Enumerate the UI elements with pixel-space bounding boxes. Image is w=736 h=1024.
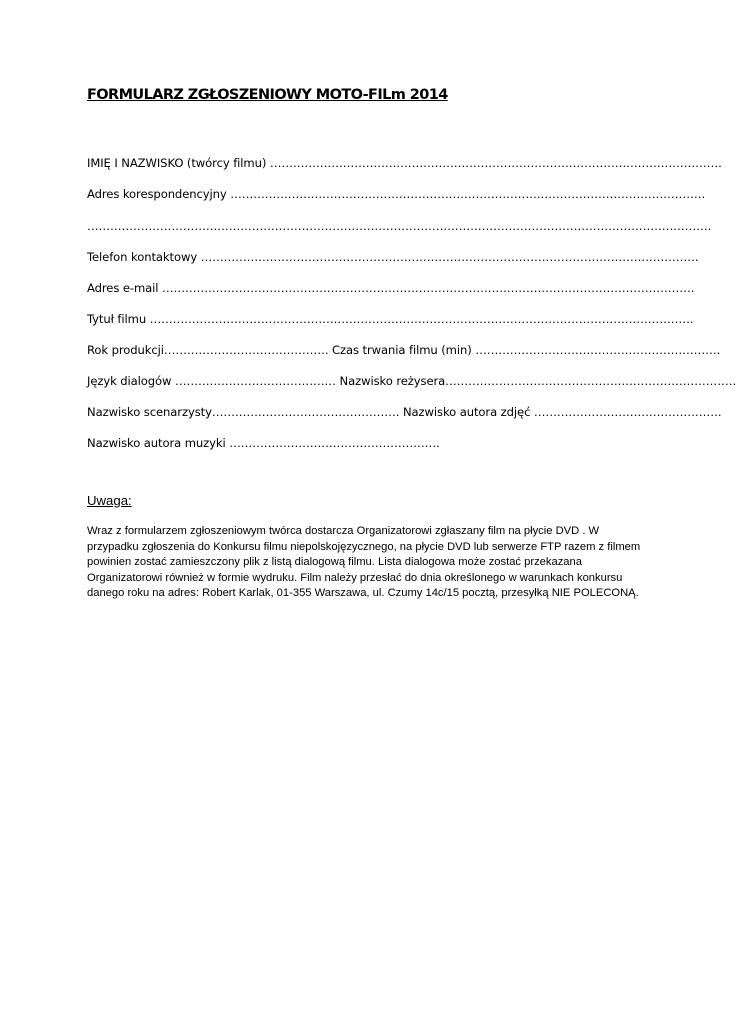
email-field-label: Adres e-mail ………………………………………………………………………………………………………………………….	[87, 281, 695, 295]
address-continuation-field	[87, 219, 712, 233]
email-field	[87, 281, 695, 295]
cinematographer-field: Nazwisko autora zdjęć ………………………………………….	[402, 405, 722, 419]
dialogue-language-field: Język dialogów ……………………………………	[87, 374, 336, 388]
name-field	[87, 156, 722, 170]
composer-field-label: Nazwisko autora muzyki ……………………………………………….	[87, 436, 440, 450]
address-field-label: Adres korespondencyjny …………………………………………………………………………………………………………….	[87, 187, 706, 201]
film-title-field-label: Tytuł filmu …………………………………………………………………………………………………………………………….	[87, 312, 694, 326]
note-heading: Uwaga:	[87, 493, 132, 508]
director-field: Nazwisko reżysera………………………………………………………………….	[339, 374, 736, 388]
year-duration-row	[87, 343, 721, 357]
screenwriter-cinematographer-row	[87, 405, 722, 419]
language-director-row	[87, 374, 736, 388]
composer-field	[87, 436, 649, 450]
duration-field: Czas trwania filmu (min) ……………………………………………………….	[332, 343, 721, 357]
address-continuation-dots: ……………………………………………………………………………………………………………………………………………….	[87, 219, 712, 233]
note-line: Wraz z formularzem zgłoszeniowym twórca dostarcza Organizatorowi zgłaszany film na płycie DVD . W	[87, 525, 600, 537]
address-field	[87, 187, 706, 201]
note-line: powinien zostać zamieszczony plik z listą dialogową filmu. Lista dialogowa może zostać przekazana	[87, 556, 582, 568]
note-line: przypadku zgłoszenia do Konkursu filmu niepolskojęzycznego, na płycie DVD lub serwerze FTP razem z filmem	[87, 540, 641, 553]
film-title-field	[87, 312, 694, 326]
phone-field-label: Telefon kontaktowy ………………………………………………………………………………………………………………….	[87, 250, 699, 264]
screenwriter-field: Nazwisko scenarzysty………………………………………….	[87, 405, 400, 419]
phone-field	[87, 250, 699, 264]
name-field-label: IMIĘ I NAZWISKO (twórcy filmu) ……………………………………………………………………………………………………….	[87, 156, 722, 170]
note-paragraph	[87, 524, 647, 602]
note-line: Organizatorowi również w formie wydruku. Film należy przesłać do dnia określonego w warunkach konkursu	[87, 571, 623, 584]
note-line: danego roku na adres: Robert Karlak, 01-355 Warszawa, ul. Czumy 14c/15 pocztą, przesyłką NIE POLECONĄ.	[87, 587, 639, 599]
form-title: FORMULARZ ZGŁOSZENIOWY MOTO-FILm 2014	[87, 87, 448, 103]
production-year-field: Rok produkcji…………………………………….	[87, 343, 329, 357]
